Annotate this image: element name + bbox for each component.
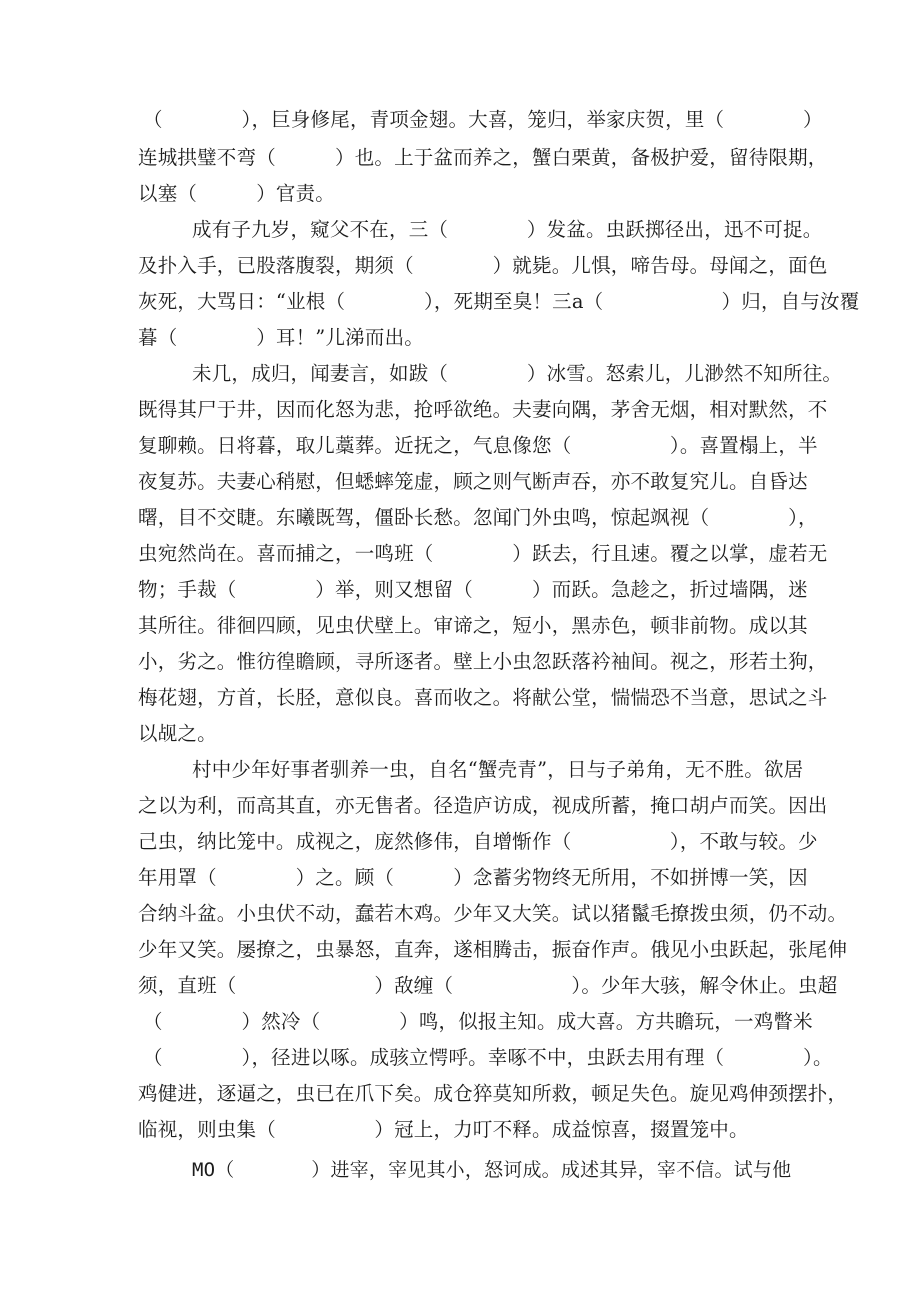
text-line: （ ），巨身修尾，青项金翅。大喜，笼归，举家庆贺，里（ ） <box>143 108 823 131</box>
text-line: 己虫，纳比笼中。成视之，庞然修伟，自增惭作（ ），不敢与较。少 <box>138 830 818 853</box>
text-line: 复聊赖。日将暮，取儿藁葬。近抚之，气息像您（ ）。喜置榻上，半 <box>138 434 818 457</box>
text-line: 物；手裁（ ）举，则又想留（ ）而跃。急趁之，折过墙隅，迷 <box>138 578 808 601</box>
text-line: 及扑入手，已股落腹裂，期须（ ）就毙。儿惧，啼告母。母闻之，面色 <box>138 254 828 277</box>
text-line: MO（ ）进宰，宰见其小，怒诃成。成述其异，宰不信。试与他 <box>192 1159 792 1181</box>
text-line: 梅花翅，方首，长胫，意似良。喜而收之。将献公堂，惴惴恐不当意，思试之斗 <box>138 686 828 709</box>
text-line: 之以为利，而高其直，亦无售者。径造庐访成，视成所蓄，掩口胡卢而笑。因出 <box>138 794 828 817</box>
text-line: 连城拱璧不弯（ ）也。上于盆而养之，蟹白栗黄，备极护爱，留待限期， <box>138 146 828 169</box>
text-line: （ ），径进以啄。成骇立愕呼。幸啄不中，虫跃去用有理（ ）。 <box>143 1046 833 1069</box>
text-line: 成有子九岁，窥父不在，三（ ）发盆。虫跃掷径出，迅不可捉。 <box>192 218 823 241</box>
text-line: 村中少年好事者驯养一虫，自名“蟹壳青”，日与子弟角，无不胜。欲居 <box>192 758 804 781</box>
text-line: 暮（ ）耳！”儿涕而出。 <box>138 326 424 349</box>
text-line: 既得其尸于井，因而化怒为悲，抢呼欲绝。夫妻向隅，茅舍无烟，相对默然，不 <box>138 398 828 421</box>
text-line: 曙，目不交睫。东曦既驾，僵卧长愁。忽闻门外虫鸣，惊起飒视（ ）， <box>138 506 818 529</box>
text-line: （ ）然冷（ ）鸣，似报主知。成大喜。方共瞻玩，一鸡瞥米 <box>143 1010 813 1033</box>
text-line: 其所往。徘徊四顾，见虫伏壁上。审谛之，短小，黑赤色，顿非前物。成以其 <box>138 614 808 637</box>
text-line: 小，劣之。惟彷徨瞻顾，寻所逐者。壁上小虫忽跃落衿袖间。视之，形若土狗， <box>138 650 828 673</box>
text-line: 年用罩（ ）之。顾（ ）念蓄劣物终无所用，不如拼博一笑，因 <box>138 866 808 889</box>
text-line: 虫宛然尚在。喜而捕之，一鸣班（ ）跃去，行且速。覆之以掌，虚若无 <box>138 542 828 565</box>
text-line: 合纳斗盆。小虫伏不动，蠢若木鸡。少年又大笑。试以猪鬣毛撩拨虫须，仍不动。 <box>138 902 848 925</box>
text-line: 鸡健进，逐逼之，虫已在爪下矣。成仓猝莫知所救，顿足失色。旋见鸡伸颈摆扑， <box>138 1082 848 1105</box>
text-line: 须，直班（ ）敌缠（ ）。少年大骇，解令休止。虫超 <box>138 974 838 997</box>
text-line: 以觇之。 <box>138 722 217 745</box>
text-line: 未几，成归，闻妻言，如跋（ ）冰雪。怒索儿，儿渺然不知所往。 <box>192 362 843 385</box>
text-line: 临视，则虫集（ ）冠上，力叮不释。成益惊喜，掇置笼中。 <box>138 1118 749 1141</box>
text-line: 以塞（ ）官责。 <box>138 182 336 205</box>
text-line: 少年又笑。屡撩之，虫暴怒，直奔，遂相腾击，振奋作声。俄见小虫跃起，张尾伸 <box>138 938 848 961</box>
text-line: 灰死，大骂日：“业根（ ），死期至臭！三a（ ）归，自与汝覆 <box>138 290 860 313</box>
text-line: 夜复苏。夫妻心稍慰，但蟋蟀笼虚，顾之则气断声吞，亦不敢复究儿。自昏达 <box>138 470 808 493</box>
